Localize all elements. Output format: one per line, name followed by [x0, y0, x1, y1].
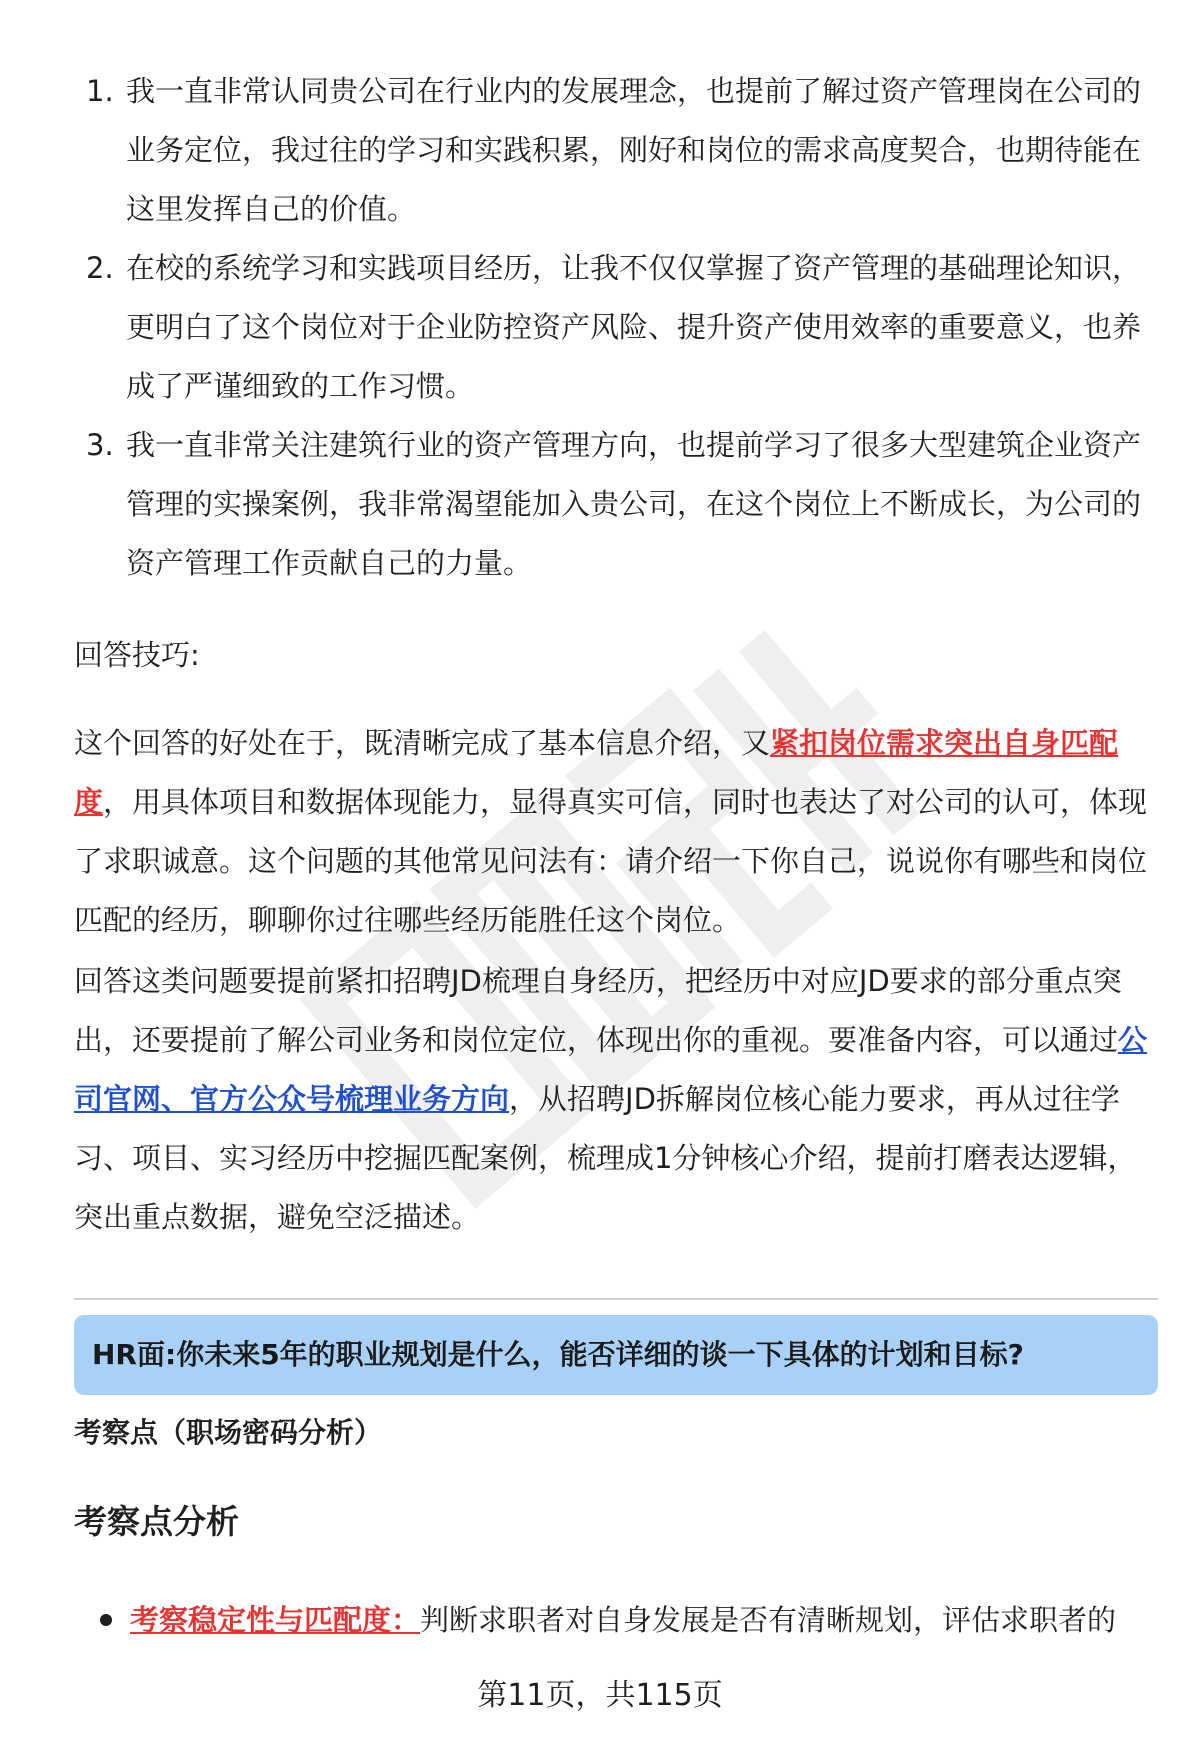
- tips-title: 回答技巧:: [74, 638, 200, 672]
- answer-item: [74, 239, 1154, 416]
- section-subheading: 考察点（职场密码分析）: [74, 1416, 383, 1449]
- highlight-blue-link[interactable]: 公司官网、官方公众号梳理业务方向: [74, 1023, 1148, 1116]
- answer-number: 3.: [86, 428, 114, 462]
- question-text: HR面:你未来5年的职业规划是什么，能否详细的谈一下具体的计划和目标?: [92, 1338, 1024, 1371]
- tips-paragraph-1: [74, 714, 1158, 950]
- answer-text: 我一直非常认同贵公司在行业内的发展理念，也提前了解过资产管理岗在公司的业务定位，我过往的学习和实践积累，刚好和岗位的需求高度契合，也期待能在这里发挥自己的价值。: [126, 74, 1142, 226]
- answer-text: 我一直非常关注建筑行业的资产管理方向，也提前学习了很多大型建筑企业资产管理的实操案例，我非常渴望能加入贵公司，在这个岗位上不断成长，为公司的资产管理工作贡献自己的力量。: [126, 428, 1142, 580]
- bullet-item: [74, 1590, 1158, 1650]
- answer-number: 1.: [86, 74, 114, 108]
- answer-list: [74, 62, 1154, 593]
- tips-text: 这个回答的好处在于，既清晰完成了基本信息介绍，又: [74, 726, 771, 760]
- bullet-text: 判断求职者对自身发展是否有清晰规划，评估求职者的: [420, 1603, 1117, 1637]
- section-heading: 考察点分析: [74, 1502, 239, 1541]
- tips-text: ，从招聘JD拆解岗位核心能力要求，再从过往学习、项目、实习经历中挖掘匹配案例，梳理成1分钟核心介绍，提前打磨表达逻辑，突出重点数据，避免空泛描述。: [74, 1082, 1137, 1234]
- answer-item: [74, 416, 1154, 593]
- section-divider: [74, 1298, 1158, 1300]
- question-box: [74, 1315, 1158, 1395]
- answer-number: 2.: [86, 251, 114, 285]
- bullet-label: 考察稳定性与匹配度：: [130, 1603, 421, 1637]
- answer-text: 在校的系统学习和实践项目经历，让我不仅仅掌握了资产管理的基础理论知识，更明白了这个岗位对于企业防控资产风险、提升资产使用效率的重要意义，也养成了严谨细致的工作习惯。: [126, 251, 1142, 403]
- answer-item: [74, 62, 1154, 239]
- highlight-red-text: 紧扣岗位需求突出自身匹配度: [74, 726, 1119, 819]
- tips-text: ，用具体项目和数据体现能力，显得真实可信，同时也表达了对公司的认可，体现了求职诚意。这个问题的其他常见问法有：请介绍一下你自己，说说你有哪些和岗位匹配的经历，聊聊你过往哪些经历能胜任这个岗位。: [74, 785, 1148, 937]
- tips-text: 回答这类问题要提前紧扣招聘JD梳理自身经历，把经历中对应JD要求的部分重点突出，还要提前了解公司业务和岗位定位，体现出你的重视。要准备内容，可以通过: [74, 964, 1122, 1057]
- bullet-dot-icon: [100, 1614, 112, 1626]
- page-footer: 第11页，共115页: [477, 1678, 723, 1713]
- tips-paragraph-2: [74, 952, 1158, 1247]
